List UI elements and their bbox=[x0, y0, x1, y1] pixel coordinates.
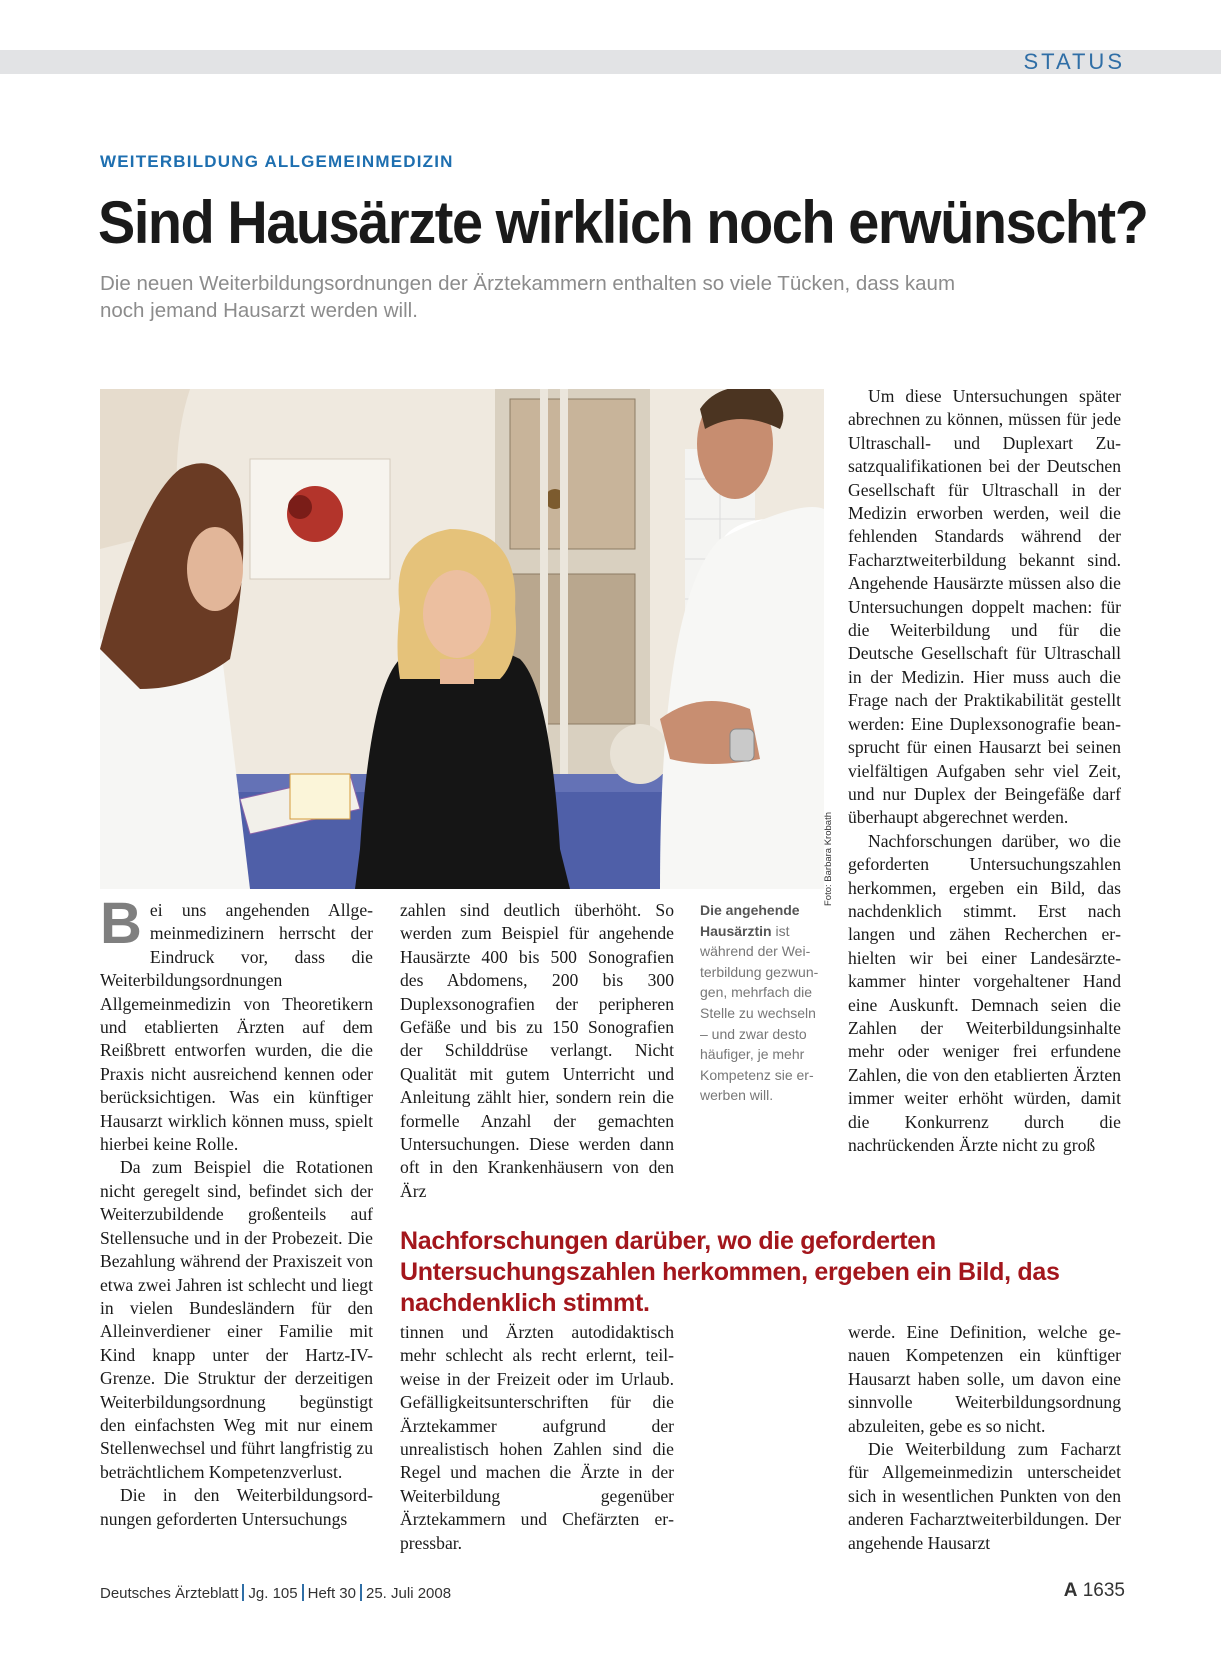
paragraph: zahlen sind deutlich überhöht. So werden zum Beispiel für angehende Hausärzte 400 bis 500 Sonografien des Abdomens, 200 bis 300 Duplexsonografien der peripheren Gefäße und bis zu 150 Sonografien der Schilddrüse verlangt. Nicht Qualität mit gutem Unterricht und Anleitung zählt hier, sondern rein die formelle Anzahl der gemachten Untersuchungen. Diese werden dann oft in den Krankenhäusern von den Ärz bbox=[400, 900, 674, 1201]
paragraph bbox=[100, 891, 373, 1156]
photo-credit: Foto: Barbara Krobath bbox=[823, 812, 834, 906]
body-column-1 bbox=[100, 891, 373, 1531]
paragraph: Nachforschungen darüber, wo die geforderten Untersuchungszahlen herkommen, ergeben ein Bild, das nachdenklich stimmt. Erst nach langen und zähen Recherchen erhielten wir bei einer Landesärztekammer hinter vorgehaltener Hand eine Auskunft. Demnach seien die Zahlen der Weiterbildungsinhalte mehr oder weniger frei erfundene Zahlen, die von den etablierten Ärzten immer weiter erhöht würden, damit die Konkurrenz durch die nachrückenden Ärzte nicht zu groß bbox=[848, 830, 1121, 1155]
article-lead: Die neuen Weiterbildungsordnungen der Ärztekammern enthalten so viele Tücken, dass kaum noch jemand Hausarzt werden will. bbox=[100, 272, 956, 322]
issue: Heft 30 bbox=[307, 1585, 356, 1602]
paragraph: tinnen und Ärzten autodidaktisch mehr schlecht als recht erlernt, teilweise in der Freizeit oder im Urlaub. Gefälligkeitsunterschriften für die Ärztekammer aufgrund der unrealistisch hohen Zahlen sind die Regel und machen die Ärzte in der Weiterbildung gegenüber Ärztekammern und Chefärzten erpressbar. bbox=[400, 1322, 674, 1553]
body-column-3-top bbox=[848, 385, 1121, 1157]
photo-caption bbox=[700, 900, 824, 1106]
paragraph: Da zum Beispiel die Rotationen nicht geregelt sind, befindet sich der Weiterzubildende großenteils auf Stellensuche und in der Probezeit. Die Bezahlung während der Praxiszeit von etwa zwei Jahren ist schlecht und liegt in vielen Bundesländern für den Alleinverdiener einer Familie mit Kind knapp unter der Hartz-IV-Grenze. Die Struktur der derzeitigen Weiterbildungsordnung begünstigt den einfachsten Weg mit nur einem Stellenwechsel und führt langfristig zu beträchtlichem Kompetenzverlust. bbox=[100, 1157, 373, 1482]
divider bbox=[242, 1584, 244, 1601]
article-photo bbox=[100, 389, 824, 889]
caption-lead: Die angehende Hausärztin bbox=[700, 902, 800, 939]
caption-text: ist während der Weiterbildung gezwungen, mehrfach die Stelle zu wechseln – und zwar desto häufiger, je mehr Kompetenz sie erwerben will. bbox=[700, 922, 819, 1104]
page-number bbox=[1064, 1580, 1125, 1602]
paragraph: Die Weiterbildung zum Facharzt für Allgemeinmedizin unterscheidet sich in wesentlichen Punkten von den anderen Facharztweiterbildungen. Der angehende Hausarzt bbox=[848, 1439, 1121, 1553]
issue-date: 25. Juli 2008 bbox=[366, 1585, 452, 1602]
paragraph: Die in den Weiterbildungsordnungen geforderten Untersuchungs bbox=[100, 1485, 373, 1529]
article-kicker: WEITERBILDUNG ALLGEMEINMEDIZIN bbox=[100, 152, 454, 171]
body-column-2-bottom bbox=[400, 1321, 674, 1555]
divider bbox=[360, 1584, 362, 1601]
footer-citation bbox=[100, 1584, 451, 1602]
section-label: STATUS bbox=[1023, 49, 1125, 74]
article-title: Sind Hausärzte wirklich noch erwünscht? bbox=[98, 189, 1148, 256]
body-column-2-top bbox=[400, 899, 674, 1203]
divider bbox=[302, 1584, 304, 1601]
paragraph-text: ei uns angehenden Allgemeinmedizinern herrscht der Eindruck vor, dass die Weiterbildungsordnungen Allgemeinmedizin von Theoretikern und etablierten Ärzten auf dem Reißbrett entworfen wurden, die die Praxis nicht ausreichend kennen oder berücksichtigen. Was ein künftiger Hausarzt wirklich können muss, spielt hierbei keine Rolle. bbox=[100, 900, 373, 1155]
journal-name: Deutsches Ärzteblatt bbox=[100, 1585, 239, 1602]
paragraph: Um diese Untersuchungen später abrechnen zu können, müssen für jede Ultraschall- und Duplexart Zusatzqualifikationen bei der Deutschen Gesellschaft für Ultraschall in der Medizin erworben werden, weil die fehlenden Standards während der Facharztweiterbildung bekannt sind. Angehende Hausärzte müssen also die Untersuchungen doppelt machen: für die Weiterbildung und für die Deutsche Gesellschaft für Ultraschall in der Medizin. Hier muss auch die Frage nach der Praktikabilität gestellt werden: Eine Duplexsonografie beansprucht für einen Hausarzt bei seinen vielfältigen Aufgaben sehr viel Zeit, und nur Duplex der Beingefäße darf überhaupt abgerechnet werden. bbox=[848, 386, 1121, 828]
pull-quote: Nachforschungen darüber, wo die geforderten Untersuchungszahlen herkommen, ergeben ein Bild, das nachdenklich stimmt. bbox=[400, 1227, 1060, 1317]
volume: Jg. 105 bbox=[248, 1585, 298, 1602]
body-column-3-bottom bbox=[848, 1321, 1121, 1555]
page-number-value: 1635 bbox=[1082, 1580, 1125, 1601]
page-prefix: A bbox=[1063, 1580, 1078, 1601]
dropcap: B bbox=[100, 891, 142, 956]
paragraph: werde. Eine Definition, welche genauen Kompetenzen ein künftiger Hausarzt haben solle, um davon eine sinnvolle Weiterbildungsordnung abzuleiten, gebe es so nicht. bbox=[848, 1322, 1121, 1436]
